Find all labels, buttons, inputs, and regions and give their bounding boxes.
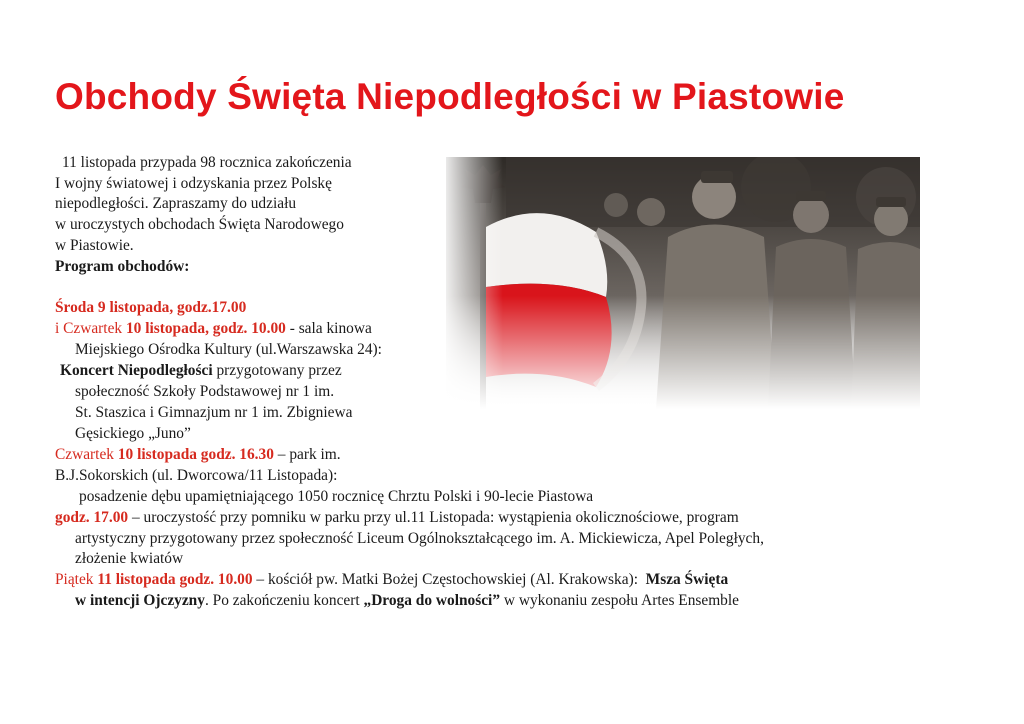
- event-3-date: 10 listopada godz. 16.30: [117, 446, 274, 463]
- event-2-concert-post: przygotowany przez: [212, 362, 342, 379]
- event-4-line-1: [55, 508, 739, 528]
- intro-line-5: w Piastowie.: [55, 237, 134, 254]
- event-3-line-2: B.J.Sokorskich (ul. Dworcowa/11 Listopada):: [55, 467, 338, 484]
- event-2-concert-line: [60, 361, 342, 381]
- page-title: Obchody Święta Niepodległości w Piastowie: [55, 76, 845, 117]
- intro-line-2: I wojny światowej i odzyskania przez Polskę: [55, 175, 332, 192]
- event-1-date: Środa 9 listopada, godz.17.00: [55, 299, 247, 316]
- event-2-line-5: Gęsickiego „Juno”: [75, 425, 191, 442]
- event-5-date: 11 listopada godz. 10.00: [97, 571, 253, 588]
- event-5-mid: . Po zakończeniu koncert: [204, 592, 364, 609]
- event-5-intention: w intencji Ojczyzny: [75, 592, 205, 609]
- intro-line-1: 11 listopada przypada 98 rocznica zakończenia: [62, 154, 352, 171]
- event-5-pre: Piątek: [55, 571, 94, 588]
- photo-illustration: [446, 157, 920, 409]
- event-5-line-2: [75, 591, 739, 611]
- event-5-post-2: w wykonaniu zespołu Artes Ensemble: [500, 592, 739, 609]
- event-2-line-1: [55, 319, 372, 339]
- event-2-date: 10 listopada, godz. 10.00: [125, 320, 286, 337]
- event-3-pre: Czwartek: [55, 446, 114, 463]
- event-2-line-4: St. Staszica i Gimnazjum nr 1 im. Zbigniewa: [75, 404, 353, 421]
- event-4-post: – uroczystość przy pomniku w parku przy ul.11 Listopada: wystąpienia okolicznościowe, program: [128, 509, 739, 526]
- event-2-post: - sala kinowa: [285, 320, 372, 337]
- event-4-line-3: złożenie kwiatów: [75, 550, 184, 567]
- event-2-concert: Koncert Niepodległości: [60, 362, 213, 379]
- event-3-post: – park im.: [273, 446, 341, 463]
- event-4-line-2: artystyczny przygotowany przez społeczność Liceum Ogólnokształcącego im. A. Mickiewicza, Apel Poległych,: [75, 530, 764, 547]
- event-2-line-3: społeczność Szkoły Podstawowej nr 1 im.: [75, 383, 335, 400]
- event-5-concert-title: „Droga do wolności”: [363, 592, 501, 609]
- event-5-mass: Msza Święta: [645, 571, 729, 588]
- intro-line-4: w uroczystych obchodach Święta Narodowego: [55, 216, 344, 233]
- program-heading: Program obchodów:: [55, 258, 190, 275]
- intro-line-3: niepodległości. Zapraszamy do udziału: [55, 195, 297, 212]
- event-5-line-1: [55, 570, 728, 590]
- event-3-line-1: [55, 445, 341, 465]
- event-4-time: godz. 17.00: [55, 509, 129, 526]
- event-2-pre: i Czwartek: [55, 320, 123, 337]
- event-2-place: Miejskiego Ośrodka Kultury (ul.Warszawska 24):: [75, 341, 382, 358]
- historical-photo: [446, 157, 920, 409]
- event-5-post: – kościół pw. Matki Bożej Częstochowskiej (Al. Krakowska):: [252, 571, 646, 588]
- event-3-line-3: posadzenie dębu upamiętniającego 1050 rocznicę Chrztu Polski i 90-lecie Piastowa: [79, 488, 594, 505]
